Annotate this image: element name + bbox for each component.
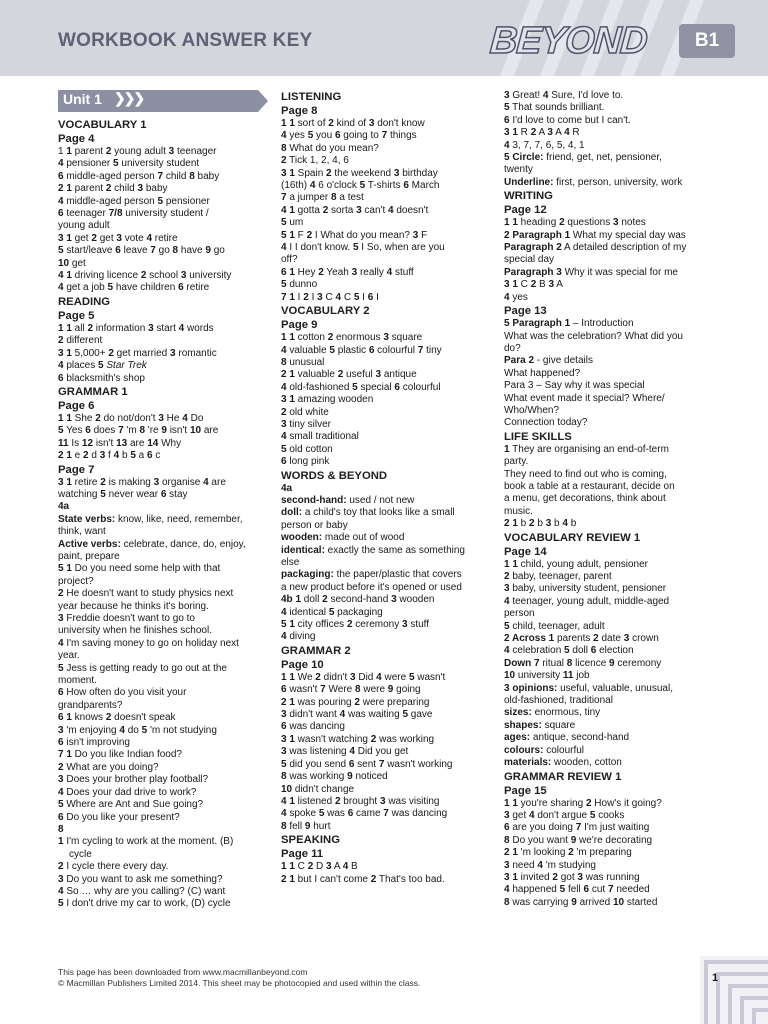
answer-line: 4 yes 5 you 6 going to 7 things [281, 130, 417, 142]
answer-line: 5 Paragraph 1 – Introduction [504, 318, 634, 330]
answer-line: State verbs: know, like, need, remember, [58, 513, 243, 525]
answer-line: Active verbs: celebrate, dance, do, enjoy, [58, 538, 246, 550]
answer-line: Down 7 ritual 8 licence 9 ceremony [504, 657, 662, 669]
answer-line: 3 1 5,000+ 2 get married 3 romantic [58, 347, 217, 359]
answer-line: 5 child, teenager, adult [504, 620, 605, 632]
page-reference: Page 9 [281, 319, 318, 332]
answer-line: book a table at a restaurant, decide on [504, 480, 675, 492]
answer-line: Who/When? [504, 404, 560, 416]
answer-line: 4 pensioner 5 university student [58, 158, 200, 170]
answer-line: 6 I'd love to come but I can't. [504, 114, 631, 126]
answer-line: 2 1 parent 2 child 3 baby [58, 183, 168, 195]
page-reference: Page 13 [504, 305, 547, 318]
answer-line: Connection today? [504, 417, 588, 429]
answer-line: 3 1 amazing wooden [281, 394, 374, 406]
answer-line: 8 was carrying 9 arrived 10 started [504, 896, 658, 908]
answer-line: 2 1 but I can't come 2 That's too bad. [281, 873, 445, 885]
page-reference: Page 12 [504, 204, 547, 217]
answer-line: 1 1 She 2 do not/don't 3 He 4 Do [58, 412, 204, 424]
column-3-body [504, 90, 716, 909]
beyond-logo: BEYOND [488, 20, 649, 62]
answer-line: 7 a jumper 8 a test [281, 192, 364, 204]
answer-line: 5 I don't drive my car to work, (D) cycle [58, 898, 231, 910]
page-reference: Page 10 [281, 658, 324, 671]
answer-line: cycle [69, 848, 92, 860]
answer-line: think, want [58, 526, 106, 538]
answer-line: 4 1 driving licence 2 school 3 university [58, 270, 232, 282]
answer-line: project? [58, 575, 94, 587]
section-heading: LISTENING [281, 91, 342, 103]
answer-line: 11 Is 12 isn't 13 are 14 Why [58, 437, 182, 449]
answer-line: 1 1 child, young adult, pensioner [504, 558, 648, 570]
answer-line: a menu, get decorations, think about [504, 493, 666, 505]
answer-line: 4 Does your dad drive to work? [58, 786, 197, 798]
page-reference: Page 7 [58, 463, 95, 476]
answer-line: Para 2 - give details [504, 355, 593, 367]
section-heading: WRITING [504, 190, 553, 203]
answer-line: 4a [281, 482, 293, 494]
section-heading: READING [58, 295, 111, 308]
column-2-body [281, 90, 493, 886]
answer-line: colours: colourful [504, 744, 585, 756]
answer-line: special day [504, 254, 555, 266]
answer-line: 4 1 listened 2 brought 3 was visiting [281, 795, 440, 807]
answer-line: (16th) 4 6 o'clock 5 T-shirts 6 March [281, 180, 440, 192]
answer-line: 4 valuable 5 plastic 6 colourful 7 tiny [281, 344, 442, 356]
unit-label: Unit 1 [63, 91, 102, 107]
answer-line: 1 1 cotton 2 enormous 3 square [281, 332, 423, 344]
answer-line: moment. [58, 675, 97, 687]
section-heading: VOCABULARY 2 [281, 305, 370, 318]
answer-line: 7 1 Do you like Indian food? [58, 749, 182, 761]
answer-line: 3 'm enjoying 4 do 5 'm not studying [58, 724, 217, 736]
page-reference: Page 4 [58, 133, 95, 145]
answer-line: 4a [58, 501, 70, 513]
answer-line: 1 1 all 2 information 3 start 4 words [58, 322, 214, 334]
answer-line: 4 3, 7, 7, 6, 5, 4, 1 [504, 139, 585, 151]
answer-line: They need to find out who is coming, [504, 468, 667, 480]
answer-line: 8 unusual [281, 356, 325, 368]
answer-line: 4 teenager, young adult, middle-aged [504, 595, 670, 607]
answer-line: 2 1 b 2 b 3 b 4 b [504, 518, 577, 530]
answer-line: 1 1 parent 2 young adult 3 teenager [58, 146, 217, 157]
answer-line: 3 opinions: useful, valuable, unusual, [504, 682, 673, 694]
answer-line: watching 5 never wear 6 stay [58, 488, 188, 500]
footer [58, 967, 420, 989]
answer-line: What was the celebration? What did you [504, 330, 683, 342]
answer-line: 5 old cotton [281, 443, 333, 455]
section-heading: VOCABULARY 1 [58, 119, 147, 131]
chevrons-icon: ❯❯❯ [114, 90, 144, 106]
answer-line: a new product before it's opened or used [281, 581, 462, 593]
answer-line: shapes: square [504, 719, 576, 731]
answer-line: 2 1 'm looking 2 'm preparing [504, 847, 632, 859]
answer-line: 10 get [58, 257, 86, 269]
answer-line: Paragraph 3 Why it was special for me [504, 266, 678, 278]
answer-line: 5 That sounds brilliant. [504, 102, 605, 114]
answer-line: 2 What are you doing? [58, 761, 159, 773]
answer-line: old-fashioned, traditional [504, 695, 613, 707]
answer-line: 5 dunno [281, 279, 318, 291]
answer-line: 2 Across 1 parents 2 date 3 crown [504, 633, 659, 645]
page-reference: Page 6 [58, 399, 95, 412]
answer-line: 2 I cycle there every day. [58, 861, 169, 873]
answer-line: 3 1 C 2 B 3 A [504, 279, 563, 291]
section-heading: WORDS & BEYOND [281, 469, 388, 482]
column-3 [504, 90, 716, 909]
answer-line: 4 yes [504, 291, 528, 303]
answer-line: 1 1 C 2 D 3 A 4 B [281, 861, 358, 873]
answer-line: party. [504, 456, 529, 468]
section-heading: LIFE SKILLS [504, 430, 572, 443]
answer-line: 8 fell 9 hurt [281, 820, 331, 832]
answer-line: What event made it special? Where/ [504, 392, 665, 404]
column-2 [281, 90, 493, 886]
answer-line: 10 didn't change [281, 783, 355, 795]
answer-line: do? [504, 342, 521, 354]
answer-line: 6 1 knows 2 doesn't speak [58, 712, 176, 724]
answer-line: 6 was dancing [281, 721, 345, 733]
section-heading: GRAMMAR REVIEW 1 [504, 770, 622, 783]
answer-line: 1 1 heading 2 questions 3 notes [504, 217, 646, 229]
answer-line: Underline: first, person, university, work [504, 176, 683, 188]
answer-line: 3 1 Spain 2 the weekend 3 birthday [281, 167, 438, 179]
answer-line: 4 I'm saving money to go on holiday next [58, 637, 239, 649]
column-1-body [58, 118, 270, 911]
answer-line: 4 spoke 5 was 6 came 7 was dancing [281, 808, 448, 820]
answer-line: person [504, 608, 535, 620]
answer-line: 10 university 11 job [504, 670, 590, 682]
answer-line: 5 Jess is getting ready to go out at the [58, 662, 227, 674]
answer-line: What happened? [504, 367, 581, 379]
answer-line: 3 1 R 2 A 3 A 4 R [504, 127, 580, 139]
answer-line: 3 Do you want to ask me something? [58, 873, 223, 885]
answer-line: Paragraph 2 A detailed description of my [504, 242, 687, 254]
answer-line: 6 Do you like your present? [58, 811, 180, 823]
answer-line: year. [58, 650, 80, 662]
answer-line: 6 isn't improving [58, 737, 130, 749]
answer-line: 4 old-fashioned 5 special 6 colourful [281, 381, 441, 393]
section-heading: GRAMMAR 1 [58, 385, 128, 398]
answer-line: 2 Paragraph 1 What my special day was [504, 229, 686, 241]
footer-copyright: © Macmillan Publishers Limited 2014. This sheet may be photocopied and used within the class. [58, 978, 421, 988]
answer-line: 4 small traditional [281, 431, 359, 443]
answer-line: 6 teenager 7/8 university student / [58, 208, 209, 220]
answer-line: wooden: made out of wood [281, 532, 405, 544]
answer-line: 1 1 sort of 2 kind of 3 don't know [281, 118, 425, 129]
answer-line: 2 baby, teenager, parent [504, 571, 612, 582]
answer-line: 4b 1 doll 2 second-hand 3 wooden [281, 594, 435, 606]
answer-line: 6 long pink [281, 456, 330, 468]
section-heading: SPEAKING [281, 834, 341, 847]
answer-line: 5 start/leave 6 leave 7 go 8 have 9 go [58, 245, 225, 257]
answer-line: 8 was working 9 noticed [281, 771, 388, 783]
answer-line: 5 Circle: friend, get, net, pensioner, [504, 152, 662, 164]
answer-line: music. [504, 505, 533, 517]
answer-line: paint, prepare [58, 550, 120, 562]
answer-line: person or baby [281, 519, 348, 531]
answer-line: 6 wasn't 7 Were 8 were 9 going [281, 684, 421, 696]
answer-line: 4 happened 5 fell 6 cut 7 needed [504, 884, 650, 896]
answer-line: Para 3 – Say why it was special [504, 380, 645, 392]
answer-line: 5 did you send 6 sent 7 wasn't working [281, 758, 453, 770]
answer-line: 3 baby, university student, pensioner [504, 583, 667, 595]
answer-line: year because he thinks it's boring. [58, 600, 209, 612]
answer-line: 4 places 5 Star Trek [58, 360, 147, 372]
answer-line: materials: wooden, cotton [504, 757, 622, 769]
answer-line: identical: exactly the same as something [281, 544, 465, 556]
answer-line: 3 get 4 don't argue 5 cooks [504, 809, 625, 821]
answer-line: 2 different [58, 335, 103, 347]
answer-line: 5 Where are Ant and Sue going? [58, 799, 204, 811]
page-reference: Page 5 [58, 309, 95, 322]
answer-line: packaging: the paper/plastic that covers [281, 569, 462, 581]
section-heading: GRAMMAR 2 [281, 644, 351, 657]
answer-line: 3 1 invited 2 got 3 was running [504, 871, 640, 883]
page-reference: Page 15 [504, 784, 547, 797]
footer-download-note: This page has been downloaded from www.macmillanbeyond.com [58, 967, 308, 977]
answer-line: 4 I I don't know. 5 I So, when are you [281, 242, 445, 254]
answer-line: 8 Do you want 9 we're decorating [504, 834, 653, 846]
page-number: 1 [712, 972, 719, 984]
answer-line: 1 I'm cycling to work at the moment. (B) [58, 836, 234, 848]
answer-line: 5 1 city offices 2 ceremony 3 stuff [281, 619, 430, 631]
answer-line: second-hand: used / not new [281, 494, 415, 506]
answer-line: 3 Great! 4 Sure, I'd love to. [504, 90, 624, 101]
page-reference: Page 8 [281, 105, 318, 117]
answer-line: 3 didn't want 4 was waiting 5 gave [281, 709, 433, 721]
header-banner [0, 0, 768, 76]
answer-line: 8 [58, 823, 64, 835]
answer-line: 6 middle-aged person 7 child 8 baby [58, 170, 220, 182]
answer-line: 2 1 valuable 2 useful 3 antique [281, 369, 417, 381]
answer-line: 3 was listening 4 Did you get [281, 746, 409, 758]
answer-line: 4 diving [281, 631, 316, 643]
answer-line: 6 are you doing 7 I'm just waiting [504, 822, 650, 834]
answer-line: university when he finishes school. [58, 625, 212, 637]
answer-line: 5 1 F 2 I What do you mean? 3 F [281, 229, 428, 241]
answer-line: 4 So … why are you calling? (C) want [58, 885, 226, 897]
answer-line: doll: a child's toy that looks like a small [281, 507, 455, 519]
answer-line: 6 1 Hey 2 Yeah 3 really 4 stuff [281, 266, 414, 278]
answer-line: else [281, 557, 300, 568]
answer-line: 4 get a job 5 have children 6 retire [58, 282, 210, 294]
corner-square-pattern [700, 956, 768, 1024]
section-heading: VOCABULARY REVIEW 1 [504, 531, 641, 544]
answer-line: grandparents? [58, 699, 123, 711]
answer-line: 6 blacksmith's shop [58, 372, 145, 384]
column-1 [58, 90, 270, 911]
page-reference: Page 11 [281, 848, 324, 861]
answer-line: young adult [58, 220, 110, 232]
answer-line: 5 um [281, 217, 304, 229]
answer-line: 4 celebration 5 doll 6 election [504, 645, 634, 657]
answer-line: 3 Freddie doesn't want to go to [58, 613, 195, 624]
answer-line: 6 How often do you visit your [58, 687, 187, 699]
answer-line: 4 middle-aged person 5 pensioner [58, 195, 210, 207]
answer-line: 3 1 get 2 get 3 vote 4 retire [58, 232, 178, 244]
answer-line: 3 need 4 'm studying [504, 859, 596, 871]
answer-line: 1 1 We 2 didn't 3 Did 4 were 5 wasn't [281, 671, 446, 683]
answer-line: sizes: enormous, tiny [504, 707, 601, 719]
answer-line: 2 1 was pouring 2 were preparing [281, 696, 430, 708]
answer-line: 4 1 gotta 2 sorta 3 can't 4 doesn't [281, 204, 429, 216]
answer-line: 4 identical 5 packaging [281, 606, 383, 618]
answer-line: ages: antique, second-hand [504, 732, 630, 744]
answer-line: 2 1 e 2 d 3 f 4 b 5 a 6 c [58, 450, 161, 462]
answer-line: 1 They are organising an end-of-term [504, 443, 669, 455]
answer-line: 8 What do you mean? [281, 142, 379, 154]
answer-line: 3 1 retire 2 is making 3 organise 4 are [58, 476, 226, 488]
unit-banner [58, 90, 268, 112]
answer-line: 3 1 wasn't watching 2 was working [281, 733, 435, 745]
answer-line: 3 tiny silver [281, 418, 332, 430]
document-title: WORKBOOK ANSWER KEY [58, 30, 313, 51]
answer-line: 2 Tick 1, 2, 4, 6 [281, 155, 349, 167]
answer-line: 1 1 you're sharing 2 How's it going? [504, 797, 662, 809]
answer-line: 3 Does your brother play football? [58, 774, 209, 786]
answer-line: 5 1 Do you need some help with that [58, 563, 221, 575]
answer-line: 2 He doesn't want to study physics next [58, 588, 234, 600]
answer-line: twenty [504, 164, 533, 176]
answer-line: 5 Yes 6 does 7 'm 8 're 9 isn't 10 are [58, 425, 219, 437]
level-badge: B1 [679, 24, 735, 58]
answer-line: 2 old white [281, 406, 329, 418]
answer-line: off? [281, 254, 298, 266]
page-reference: Page 14 [504, 545, 547, 558]
answer-line: 7 1 I 2 I 3 C 4 C 5 I 6 I [281, 291, 379, 303]
